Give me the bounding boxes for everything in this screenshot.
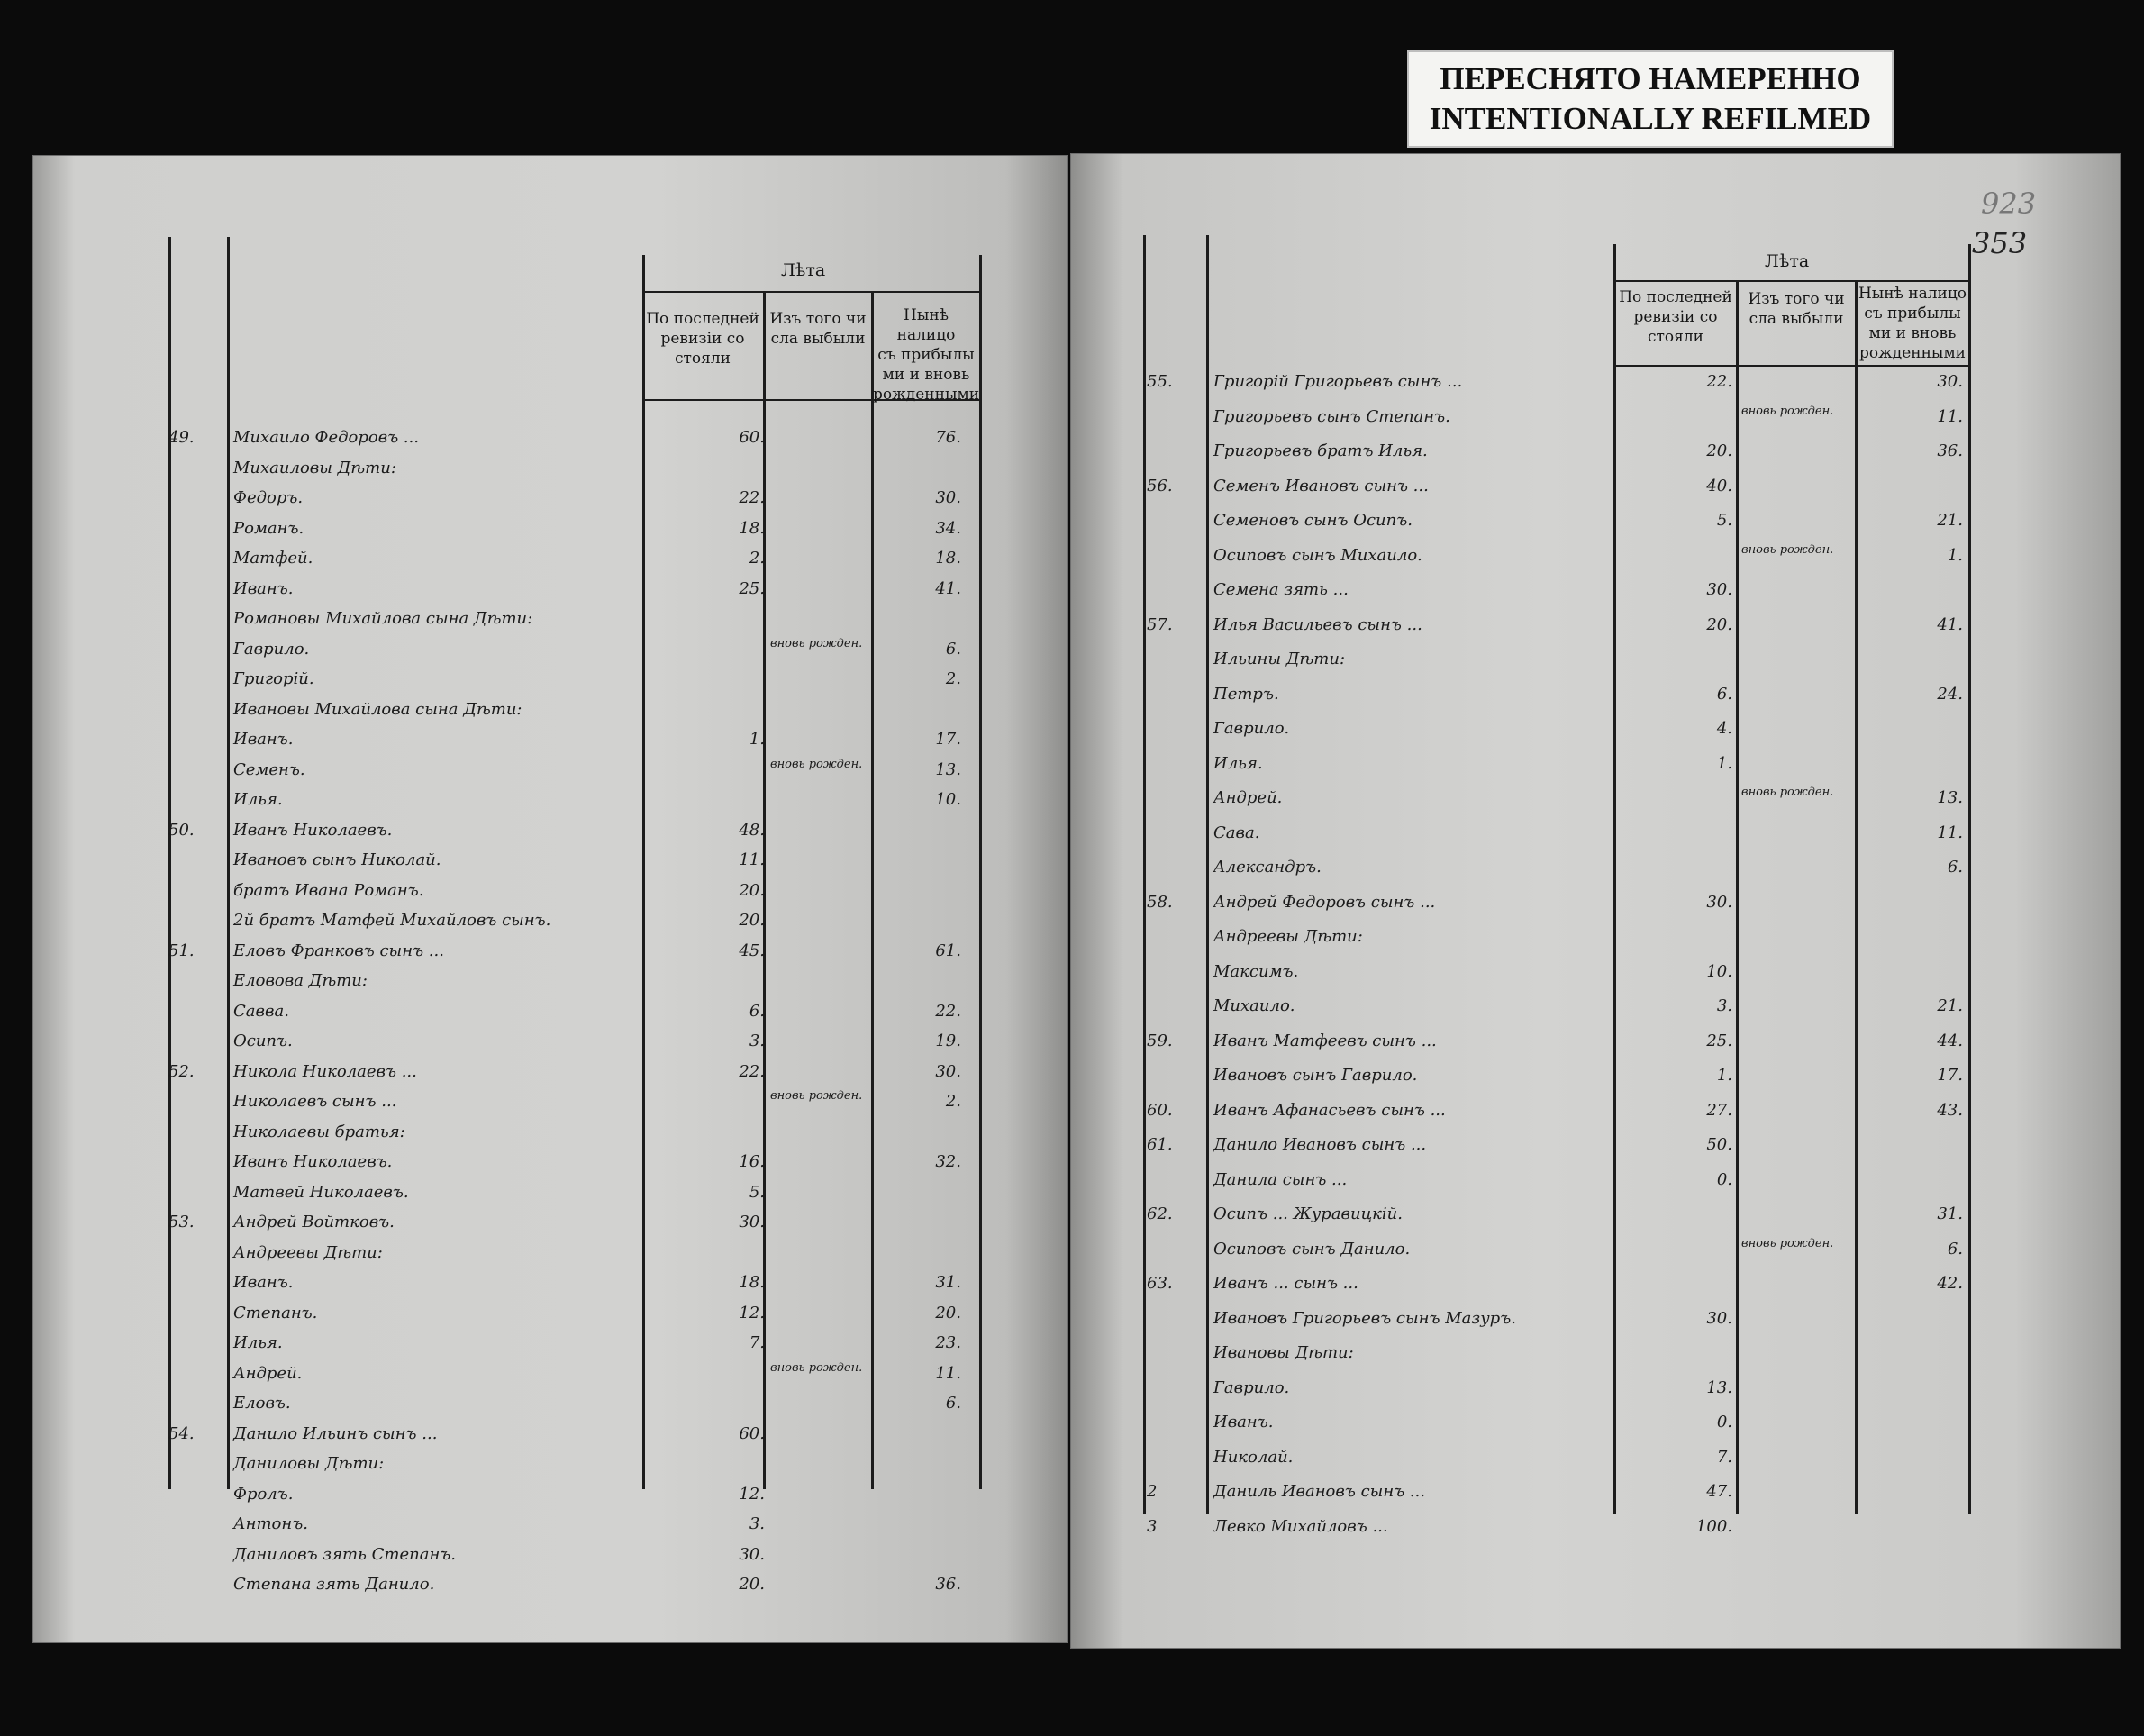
entry-age-last-revision: 13. bbox=[1706, 1377, 1732, 1397]
register-row bbox=[33, 638, 1024, 661]
register-row bbox=[1071, 1341, 2062, 1365]
entry-name: Степанъ. bbox=[233, 1303, 318, 1322]
entry-number: 56. bbox=[1147, 476, 1173, 495]
entry-name: Михаило. bbox=[1213, 996, 1295, 1015]
register-row bbox=[33, 1000, 1024, 1023]
entry-age-present: 21. bbox=[1937, 996, 1963, 1015]
entry-departed: вновь рожден. bbox=[1741, 786, 1834, 799]
register-row bbox=[1071, 995, 2062, 1018]
entry-number: 54. bbox=[168, 1423, 195, 1443]
entry-departed: вновь рожден. bbox=[1741, 404, 1834, 418]
entry-number: 55. bbox=[1147, 372, 1173, 391]
left-page bbox=[32, 155, 1068, 1643]
entry-age-last-revision: 4. bbox=[1716, 719, 1732, 738]
entry-name: Осипъ ... Журавицкій. bbox=[1213, 1204, 1403, 1223]
register-row bbox=[33, 728, 1024, 751]
entry-age-last-revision: 6. bbox=[1716, 684, 1732, 704]
rule-header-top bbox=[642, 291, 981, 293]
entry-age-present: 30. bbox=[1937, 372, 1963, 391]
entry-name: Сава. bbox=[1213, 823, 1260, 842]
register-row bbox=[33, 1090, 1024, 1113]
entry-name: Григорьевъ сынъ Степанъ. bbox=[1213, 406, 1450, 426]
right-page bbox=[1070, 153, 2121, 1649]
entry-name: Михаило Федоровъ ... bbox=[233, 428, 420, 447]
register-row bbox=[1071, 822, 2062, 845]
entry-name: Иванъ Николаевъ. bbox=[233, 1152, 393, 1171]
folio-faint: 923 bbox=[1981, 186, 2037, 221]
entry-name: Романовы Михайлова сына Дѣти: bbox=[233, 609, 533, 628]
register-row bbox=[1071, 648, 2062, 671]
header-col-departed-r: Изъ того чи сла выбыли bbox=[1748, 290, 1845, 328]
register-row bbox=[33, 1392, 1024, 1415]
entry-name: Григорьевъ братъ Илья. bbox=[1213, 441, 1428, 460]
entry-name: Иванъ Николаевъ. bbox=[233, 820, 393, 840]
entry-age-last-revision: 12. bbox=[739, 1484, 765, 1504]
register-row bbox=[33, 909, 1024, 932]
entry-age-last-revision: 27. bbox=[1706, 1100, 1732, 1120]
entry-age-present: 31. bbox=[1937, 1204, 1963, 1223]
entry-age-present: 76. bbox=[935, 428, 961, 447]
register-row bbox=[33, 969, 1024, 993]
register-row bbox=[33, 1452, 1024, 1476]
entry-age-last-revision: 12. bbox=[739, 1303, 765, 1322]
entry-age-last-revision: 16. bbox=[739, 1152, 765, 1171]
entry-name: Иванъ. bbox=[233, 1273, 294, 1292]
entry-age-present: 42. bbox=[1937, 1274, 1963, 1293]
entry-age-present: 36. bbox=[1937, 441, 1963, 460]
entry-name: Иванъ Афанасьевъ сынъ ... bbox=[1213, 1100, 1446, 1120]
entry-age-present: 21. bbox=[1937, 511, 1963, 530]
entry-age-present: 32. bbox=[935, 1152, 961, 1171]
register-row bbox=[33, 457, 1024, 480]
leta-header-r: Лѣта bbox=[1765, 251, 1810, 271]
entry-age-present: 13. bbox=[935, 759, 961, 779]
entry-number: 49. bbox=[168, 428, 195, 447]
register-row bbox=[1071, 370, 2062, 394]
register-row bbox=[1071, 1272, 2062, 1295]
entry-age-present: 1. bbox=[1947, 545, 1963, 565]
entry-age-present: 6. bbox=[1947, 858, 1963, 877]
entry-number: 51. bbox=[168, 941, 195, 960]
entry-age-present: 41. bbox=[1937, 614, 1963, 634]
register-row bbox=[1071, 786, 2062, 810]
register-row bbox=[1071, 1064, 2062, 1087]
entry-age-last-revision: 20. bbox=[739, 911, 765, 930]
register-row bbox=[1071, 405, 2062, 429]
entry-age-last-revision: 1. bbox=[749, 730, 765, 749]
entry-age-present: 31. bbox=[935, 1273, 961, 1292]
register-row bbox=[33, 1543, 1024, 1567]
entry-name: Иванъ. bbox=[233, 730, 294, 749]
entry-age-last-revision: 100. bbox=[1695, 1516, 1732, 1536]
entry-number: 53. bbox=[168, 1213, 195, 1232]
register-row bbox=[1071, 1099, 2062, 1122]
folio-number: 353 bbox=[1972, 226, 2028, 260]
register-row bbox=[1071, 1411, 2062, 1434]
entry-name: Иванъ. bbox=[233, 578, 294, 598]
entry-number: 63. bbox=[1147, 1274, 1173, 1293]
entry-name: Александръ. bbox=[1213, 858, 1322, 877]
entry-age-last-revision: 50. bbox=[1706, 1135, 1732, 1154]
register-row bbox=[1071, 614, 2062, 637]
register-row bbox=[33, 759, 1024, 782]
entry-age-last-revision: 30. bbox=[739, 1544, 765, 1564]
entry-age-last-revision: 5. bbox=[749, 1182, 765, 1202]
entry-departed: вновь рожден. bbox=[770, 636, 863, 650]
entry-name: Григорій. bbox=[233, 669, 314, 688]
entry-age-last-revision: 45. bbox=[739, 941, 765, 960]
entry-number: 3 bbox=[1147, 1516, 1158, 1536]
entry-age-last-revision: 5. bbox=[1716, 511, 1732, 530]
register-row bbox=[33, 426, 1024, 450]
register-row bbox=[1071, 925, 2062, 949]
entry-name: Ивановъ Григорьевъ сынъ Мазуръ. bbox=[1213, 1308, 1516, 1328]
entry-name: Николаевы братья: bbox=[233, 1122, 405, 1141]
entry-name: Николаевъ сынъ ... bbox=[233, 1092, 397, 1111]
entry-name: Никола Николаевъ ... bbox=[233, 1061, 417, 1081]
register-row bbox=[33, 486, 1024, 510]
entry-name: Ивановы Михайлова сына Дѣти: bbox=[233, 699, 522, 719]
register-row bbox=[33, 607, 1024, 631]
entry-name: Гаврило. bbox=[233, 639, 310, 659]
register-row bbox=[33, 1302, 1024, 1325]
register-row bbox=[1071, 717, 2062, 741]
register-row bbox=[1071, 1307, 2062, 1331]
entry-age-last-revision: 60. bbox=[739, 1423, 765, 1443]
entry-age-present: 17. bbox=[935, 730, 961, 749]
entry-age-present: 11. bbox=[935, 1363, 961, 1383]
register-row bbox=[33, 879, 1024, 903]
entry-name: Семеновъ сынъ Осипъ. bbox=[1213, 511, 1413, 530]
entry-age-present: 2. bbox=[945, 1092, 961, 1111]
register-row bbox=[1071, 960, 2062, 984]
register-row bbox=[33, 1422, 1024, 1446]
entry-age-present: 19. bbox=[935, 1032, 961, 1050]
entry-name: Иванъ. bbox=[1213, 1413, 1274, 1432]
entry-age-last-revision: 1. bbox=[1716, 753, 1732, 773]
register-row bbox=[1071, 1238, 2062, 1261]
entry-name: Даниль Ивановъ сынъ ... bbox=[1213, 1482, 1426, 1501]
register-row bbox=[1071, 1377, 2062, 1400]
entry-age-present: 41. bbox=[935, 578, 961, 598]
register-row bbox=[1071, 475, 2062, 498]
entry-age-present: 34. bbox=[935, 518, 961, 538]
rule-header-bottom-r bbox=[1613, 365, 1970, 367]
entry-age-last-revision: 0. bbox=[1716, 1169, 1732, 1189]
entry-name: Романъ. bbox=[233, 518, 304, 538]
entry-age-last-revision: 60. bbox=[739, 428, 765, 447]
register-row bbox=[1071, 891, 2062, 914]
entry-number: 50. bbox=[168, 820, 195, 840]
register-row bbox=[33, 1362, 1024, 1386]
entry-number: 61. bbox=[1147, 1135, 1173, 1154]
entry-age-last-revision: 18. bbox=[739, 518, 765, 538]
entry-age-present: 6. bbox=[945, 1394, 961, 1413]
register-row bbox=[33, 1332, 1024, 1355]
entry-name: Фролъ. bbox=[233, 1484, 294, 1504]
entry-name: Ивановы Дѣти: bbox=[1213, 1343, 1354, 1362]
entry-name: Ивановъ сынъ Гаврило. bbox=[1213, 1066, 1418, 1085]
entry-number: 57. bbox=[1147, 614, 1173, 634]
entry-age-last-revision: 25. bbox=[739, 578, 765, 598]
register-row bbox=[1071, 544, 2062, 568]
entry-age-present: 13. bbox=[1937, 788, 1963, 807]
entry-age-present: 24. bbox=[1937, 684, 1963, 704]
entry-age-present: 6. bbox=[945, 639, 961, 659]
entry-name: Андрей. bbox=[1213, 788, 1283, 807]
entry-departed: вновь рожден. bbox=[1741, 1236, 1834, 1250]
entry-age-last-revision: 1. bbox=[1716, 1066, 1732, 1085]
register-row bbox=[33, 1181, 1024, 1204]
entry-name: Еловова Дѣти: bbox=[233, 971, 368, 990]
register-row bbox=[1071, 509, 2062, 532]
leta-header: Лѣта bbox=[781, 260, 826, 280]
entry-age-present: 10. bbox=[935, 790, 961, 809]
entry-age-last-revision: 10. bbox=[1706, 961, 1732, 981]
entry-age-last-revision: 20. bbox=[739, 1575, 765, 1594]
entry-age-present: 44. bbox=[1937, 1031, 1963, 1050]
entry-name: братъ Ивана Романъ. bbox=[233, 880, 424, 900]
entry-number: 60. bbox=[1147, 1100, 1173, 1120]
entry-name: Андрей. bbox=[233, 1363, 303, 1383]
entry-age-present: 6. bbox=[1947, 1239, 1963, 1259]
entry-age-last-revision: 18. bbox=[739, 1273, 765, 1292]
entry-name: Савва. bbox=[233, 1001, 289, 1021]
register-row bbox=[1071, 1030, 2062, 1053]
entry-number: 52. bbox=[168, 1061, 195, 1081]
entry-name: Еловъ Франковъ сынъ ... bbox=[233, 941, 444, 960]
entry-age-last-revision: 25. bbox=[1706, 1031, 1732, 1050]
entry-age-last-revision: 22. bbox=[1706, 372, 1732, 391]
entry-name: Гаврило. bbox=[1213, 1377, 1290, 1397]
entry-name: Матфей. bbox=[233, 549, 313, 568]
register-row bbox=[33, 1030, 1024, 1053]
entry-age-last-revision: 3. bbox=[749, 1032, 765, 1050]
register-row bbox=[1071, 1446, 2062, 1469]
entry-age-last-revision: 22. bbox=[739, 488, 765, 507]
entry-age-present: 18. bbox=[935, 549, 961, 568]
entry-name: Данило Ивановъ сынъ ... bbox=[1213, 1135, 1427, 1154]
entry-name: Левко Михайловъ ... bbox=[1213, 1516, 1388, 1536]
entry-name: Ильины Дѣти: bbox=[1213, 650, 1346, 668]
register-row bbox=[33, 1241, 1024, 1265]
rule-header-top-r bbox=[1613, 280, 1970, 282]
entry-age-last-revision: 7. bbox=[749, 1333, 765, 1352]
entry-name: Степана зять Данило. bbox=[233, 1575, 435, 1594]
entry-age-last-revision: 6. bbox=[749, 1001, 765, 1021]
entry-age-last-revision: 0. bbox=[1716, 1413, 1732, 1432]
entry-name: Даниловъ зять Степанъ. bbox=[233, 1544, 457, 1564]
entry-departed: вновь рожден. bbox=[770, 1089, 863, 1103]
entry-age-present: 36. bbox=[935, 1575, 961, 1594]
entry-age-present: 20. bbox=[935, 1303, 961, 1322]
entry-age-last-revision: 22. bbox=[739, 1061, 765, 1081]
entry-name: Михаиловы Дѣти: bbox=[233, 458, 396, 477]
entry-name: Григорій Григорьевъ сынъ ... bbox=[1213, 372, 1463, 391]
register-row bbox=[1071, 440, 2062, 463]
entry-age-last-revision: 30. bbox=[739, 1213, 765, 1232]
entry-name: Антонъ. bbox=[233, 1514, 308, 1533]
entry-name: Семена зять ... bbox=[1213, 580, 1349, 599]
refilmed-stamp bbox=[1407, 50, 1894, 148]
register-row bbox=[33, 788, 1024, 812]
entry-name: Петръ. bbox=[1213, 684, 1279, 704]
register-row bbox=[33, 819, 1024, 842]
register-row bbox=[1071, 1515, 2062, 1539]
entry-name: Андрей Федоровъ сынъ ... bbox=[1213, 892, 1436, 912]
entry-name: Николай. bbox=[1213, 1447, 1294, 1467]
register-row bbox=[1071, 1168, 2062, 1192]
entry-age-last-revision: 11. bbox=[739, 850, 765, 869]
entry-age-last-revision: 3. bbox=[1716, 996, 1732, 1015]
entry-name: 2й братъ Матфей Михайловъ сынъ. bbox=[233, 911, 551, 930]
entry-name: Илья. bbox=[233, 1333, 283, 1352]
entry-departed: вновь рожден. bbox=[1741, 542, 1834, 557]
entry-departed: вновь рожден. bbox=[770, 757, 863, 771]
entry-departed: вновь рожден. bbox=[770, 1360, 863, 1375]
register-row bbox=[1071, 856, 2062, 879]
entry-name: Семенъ. bbox=[233, 759, 305, 779]
register-row bbox=[33, 1573, 1024, 1596]
register-row bbox=[1071, 578, 2062, 602]
entry-age-present: 61. bbox=[935, 941, 961, 960]
entry-name: Илья Васильевъ сынъ ... bbox=[1213, 614, 1422, 634]
stamp-line-en: INTENTIONALLY REFILMED bbox=[1429, 101, 1872, 136]
entry-number: 59. bbox=[1147, 1031, 1173, 1050]
entry-age-present: 23. bbox=[935, 1333, 961, 1352]
entry-age-present: 11. bbox=[1937, 406, 1963, 426]
register-row bbox=[33, 1483, 1024, 1506]
entry-name: Ивановъ сынъ Николай. bbox=[233, 850, 441, 869]
entry-number: 58. bbox=[1147, 892, 1173, 912]
entry-name: Еловъ. bbox=[233, 1394, 291, 1413]
entry-age-last-revision: 7. bbox=[1716, 1447, 1732, 1467]
header-col-last-revision-r: По последней ревизіи со стояли bbox=[1619, 288, 1732, 346]
entry-number: 62. bbox=[1147, 1204, 1173, 1223]
entry-name: Андрей Войтковъ. bbox=[233, 1213, 395, 1232]
entry-age-last-revision: 2. bbox=[749, 549, 765, 568]
entry-age-last-revision: 40. bbox=[1706, 476, 1732, 495]
register-row bbox=[33, 1060, 1024, 1084]
entry-name: Илья. bbox=[233, 790, 283, 809]
header-col-departed: Изъ того чи сла выбыли bbox=[769, 310, 867, 348]
entry-age-present: 43. bbox=[1937, 1100, 1963, 1120]
register-row bbox=[33, 668, 1024, 691]
register-row bbox=[33, 577, 1024, 601]
register-row bbox=[1071, 1133, 2062, 1157]
register-row bbox=[33, 1271, 1024, 1295]
entry-name: Федоръ. bbox=[233, 488, 304, 507]
header-col-last-revision: По последней ревизіи со стояли bbox=[646, 310, 759, 368]
entry-name: Матвей Николаевъ. bbox=[233, 1182, 409, 1202]
entry-age-present: 11. bbox=[1937, 823, 1963, 842]
entry-name: Иванъ Матфеевъ сынъ ... bbox=[1213, 1031, 1437, 1050]
register-row bbox=[33, 1121, 1024, 1144]
register-row bbox=[33, 1150, 1024, 1174]
header-col-present-r: Нынѣ налицо съ прибылы ми и вновь рожденными bbox=[1858, 285, 1967, 362]
entry-age-last-revision: 47. bbox=[1706, 1482, 1732, 1501]
register-row bbox=[33, 1513, 1024, 1536]
register-row bbox=[33, 940, 1024, 963]
entry-age-present: 22. bbox=[935, 1001, 961, 1021]
entry-age-present: 30. bbox=[935, 1061, 961, 1081]
entry-age-present: 17. bbox=[1937, 1066, 1963, 1085]
entry-age-present: 2. bbox=[945, 669, 961, 688]
entry-name: Гаврило. bbox=[1213, 719, 1290, 738]
entry-age-last-revision: 20. bbox=[1706, 441, 1732, 460]
entry-name: Данила сынъ ... bbox=[1213, 1169, 1348, 1189]
entry-name: Максимъ. bbox=[1213, 961, 1299, 981]
entry-name: Иванъ ... сынъ ... bbox=[1213, 1274, 1358, 1293]
header-col-present: Нынѣ налицо съ прибылы ми и вновь рожденными bbox=[873, 306, 980, 404]
entry-name: Осиповъ сынъ Данило. bbox=[1213, 1239, 1411, 1259]
entry-name: Даниловы Дѣти: bbox=[233, 1454, 385, 1473]
entry-name: Андреевы Дѣти: bbox=[1213, 927, 1363, 946]
entry-name: Данило Ильинъ сынъ ... bbox=[233, 1423, 438, 1443]
entry-name: Семенъ Ивановъ сынъ ... bbox=[1213, 476, 1429, 495]
entry-age-last-revision: 30. bbox=[1706, 1308, 1732, 1328]
entry-age-last-revision: 20. bbox=[1706, 614, 1732, 634]
register-row bbox=[1071, 683, 2062, 706]
entry-number: 2 bbox=[1147, 1482, 1158, 1501]
entry-name: Осипъ. bbox=[233, 1032, 293, 1050]
register-row bbox=[33, 1211, 1024, 1234]
entry-name: Осиповъ сынъ Михаило. bbox=[1213, 545, 1422, 565]
register-row bbox=[33, 698, 1024, 722]
register-row bbox=[33, 517, 1024, 541]
register-row bbox=[1071, 1203, 2062, 1226]
register-row bbox=[33, 849, 1024, 872]
entry-age-last-revision: 30. bbox=[1706, 580, 1732, 599]
register-row bbox=[1071, 752, 2062, 776]
entry-age-last-revision: 20. bbox=[739, 880, 765, 900]
entry-name: Илья. bbox=[1213, 753, 1263, 773]
register-row bbox=[33, 547, 1024, 570]
entry-age-last-revision: 48. bbox=[739, 820, 765, 840]
entry-age-last-revision: 3. bbox=[749, 1514, 765, 1533]
stamp-line-ru: ПЕРЕСНЯТО НАМЕРЕННО bbox=[1440, 61, 1861, 96]
register-row bbox=[1071, 1480, 2062, 1504]
entry-name: Андреевы Дѣти: bbox=[233, 1242, 383, 1262]
entry-age-present: 30. bbox=[935, 488, 961, 507]
entry-age-last-revision: 30. bbox=[1706, 892, 1732, 912]
